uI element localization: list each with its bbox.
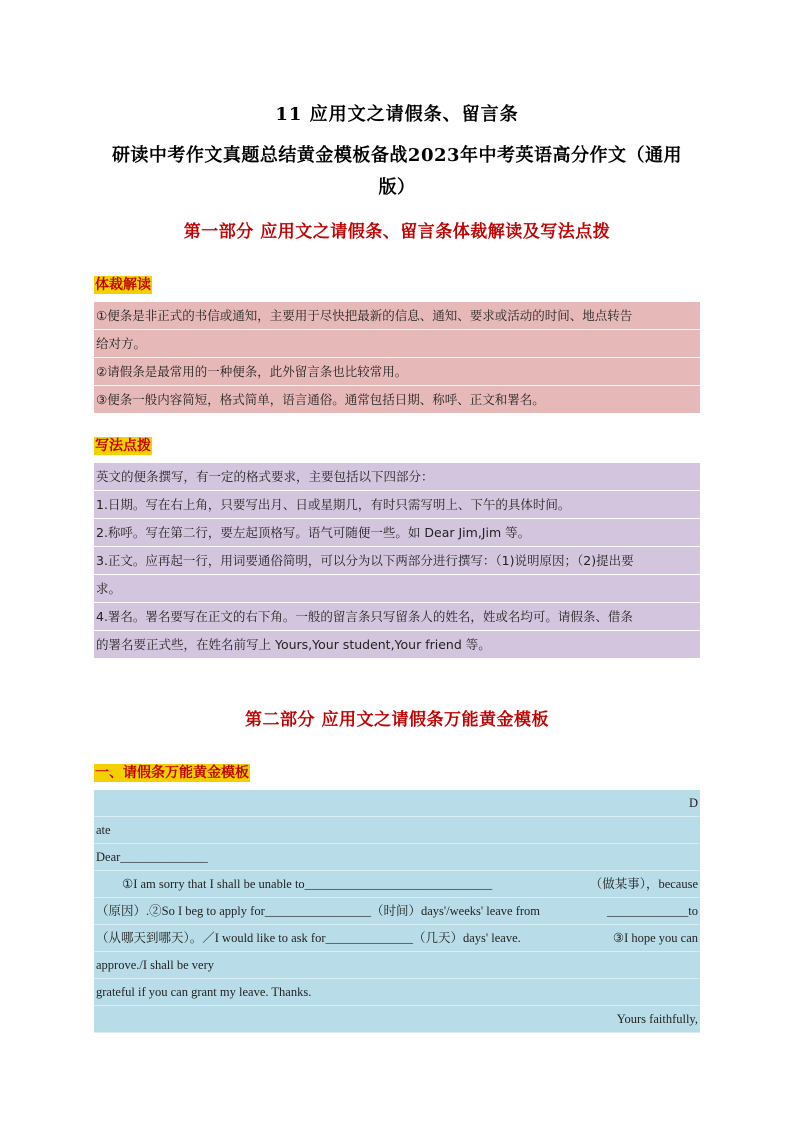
template-closing: Yours faithfully, (94, 1006, 700, 1033)
tips-line: 2.称呼。写在第二行，要左起顶格写。语气可随便一些。如 Dear Jim,Jim 等。 (94, 519, 700, 547)
template-text: （做某事），because (589, 877, 698, 891)
tips-line: 的署名要正式些，在姓名前写上 Yours,Your student,Your friend 等。 (94, 631, 700, 659)
writing-tips-box (94, 463, 700, 659)
genre-line: ③便条一般内容简短，格式简单，语言通俗。通常包括日期、称呼、正文和署名。 (94, 386, 700, 414)
genre-line: ①便条是非正式的书信或通知，主要用于尽快把最新的信息、通知、要求或活动的时间、地点转告 (94, 302, 700, 330)
section-label-template: 一、请假条万能黄金模板 (95, 765, 249, 781)
part1-heading: 第一部分 应用文之请假条、留言条体裁解读及写法点拨 (183, 222, 611, 242)
template-line: approve./I shall be very (94, 952, 700, 979)
template-text: ③I hope you can (612, 931, 698, 945)
page-title: 11 应用文之请假条、留言条 (275, 104, 519, 125)
page-subtitle: 研读中考作文真题总结黄金模板备战2023年中考英语高分作文（通用版） (111, 145, 683, 198)
part2-heading: 第二部分 应用文之请假条万能黄金模板 (245, 710, 549, 730)
tips-line: 求。 (94, 575, 700, 603)
template-line (94, 898, 700, 925)
template-text: ①I am sorry that I shall be unable to______________________________ (122, 877, 493, 891)
template-date-d: D (94, 790, 700, 817)
template-line (94, 871, 700, 898)
genre-box (94, 302, 700, 414)
tips-line: 3.正文。应再起一行，用词要通俗简明，可以分为以下两部分进行撰写：（1)说明原因；（2)提出要 (94, 547, 700, 575)
section-label-writing-tips: 写法点拨 (95, 438, 151, 454)
template-date-rest: ate (94, 817, 700, 844)
template-text: （从哪天到哪天）。／I would like to ask for______________（几天）days' leave. (96, 931, 521, 945)
tips-line: 4.署名。署名要写在正文的右下角。一般的留言条只写留条人的姓名，姓或名均可。请假条、借条 (94, 603, 700, 631)
template-text: （原因）.②So I beg to apply for_________________（时间）days'/weeks' leave from (96, 904, 541, 918)
template-box (94, 790, 700, 1033)
template-line (94, 925, 700, 952)
genre-line: ②请假条是最常用的一种便条，此外留言条也比较常用。 (94, 358, 700, 386)
template-text: _____________to (607, 904, 698, 918)
template-line: grateful if you can grant my leave. Thanks. (94, 979, 700, 1006)
genre-line: 给对方。 (94, 330, 700, 358)
tips-line: 1.日期。写在右上角，只要写出月、日或星期几，有时只需写明上、下午的具体时间。 (94, 491, 700, 519)
section-label-genre: 体裁解读 (95, 277, 151, 293)
tips-line: 英文的便条撰写，有一定的格式要求，主要包括以下四部分： (94, 463, 700, 491)
template-dear: Dear______________ (94, 844, 700, 871)
